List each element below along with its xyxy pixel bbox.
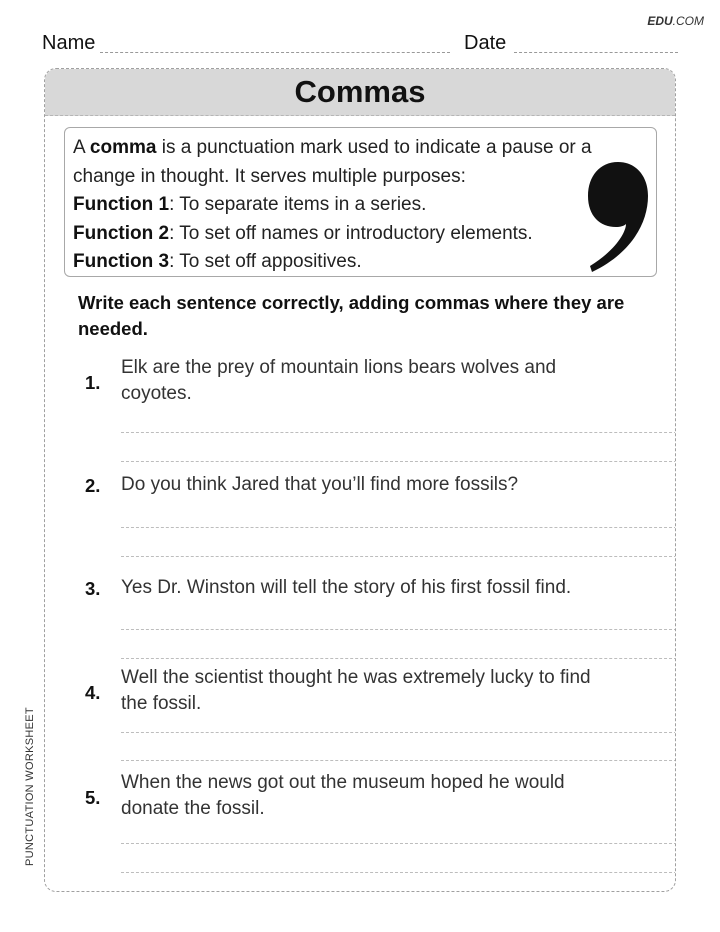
definition-text: A comma is a punctuation mark used to indicate a pause or a change in thought. It serves multiple purposes: (73, 137, 592, 187)
name-field[interactable] (100, 52, 450, 53)
function-item: Function 2: To set off names or introductory elements. (73, 222, 533, 244)
item-number: 4. (85, 682, 101, 703)
definition-box (64, 127, 657, 277)
date-field[interactable] (514, 52, 678, 53)
instructions: Write each sentence correctly, adding commas where they are needed. (78, 292, 625, 339)
date-label: Date (464, 32, 507, 54)
item-sentence: When the news got out the museum hoped he would donate the fossil. (121, 772, 565, 819)
function-item: Function 3: To set off appositives. (73, 251, 362, 272)
item-number: 1. (85, 372, 101, 393)
header-fields (42, 32, 678, 56)
name-label: Name (42, 32, 96, 54)
answer-line[interactable] (121, 843, 676, 844)
answer-line[interactable] (121, 658, 676, 659)
answer-line[interactable] (121, 872, 676, 873)
answer-line[interactable] (121, 760, 676, 761)
function-item: Function 1: To separate items in a series. (73, 194, 427, 215)
page-title: Commas (45, 69, 675, 116)
answer-line[interactable] (121, 527, 676, 528)
comma-icon (586, 162, 650, 272)
item-sentence: Do you think Jared that you’ll find more fossils? (121, 474, 519, 495)
answer-line[interactable] (121, 556, 676, 557)
brand-logo: EDU.COM (647, 14, 704, 28)
answer-line[interactable] (121, 461, 676, 462)
item-sentence: Yes Dr. Winston will tell the story of his first fossil find. (121, 577, 572, 598)
answer-line[interactable] (121, 732, 676, 733)
item-sentence: Elk are the prey of mountain lions bears wolves and coyotes. (121, 357, 557, 404)
answer-line[interactable] (121, 629, 676, 630)
answer-line[interactable] (121, 432, 676, 433)
worksheet-card (44, 68, 676, 892)
item-number: 5. (85, 787, 101, 808)
item-number: 3. (85, 578, 101, 599)
worksheet-type-label: PUNCTUATION WORKSHEET (24, 707, 36, 866)
item-number: 2. (85, 475, 101, 496)
item-sentence: Well the scientist thought he was extremely lucky to find the fossil. (121, 667, 591, 714)
definition-term: comma (89, 137, 157, 158)
